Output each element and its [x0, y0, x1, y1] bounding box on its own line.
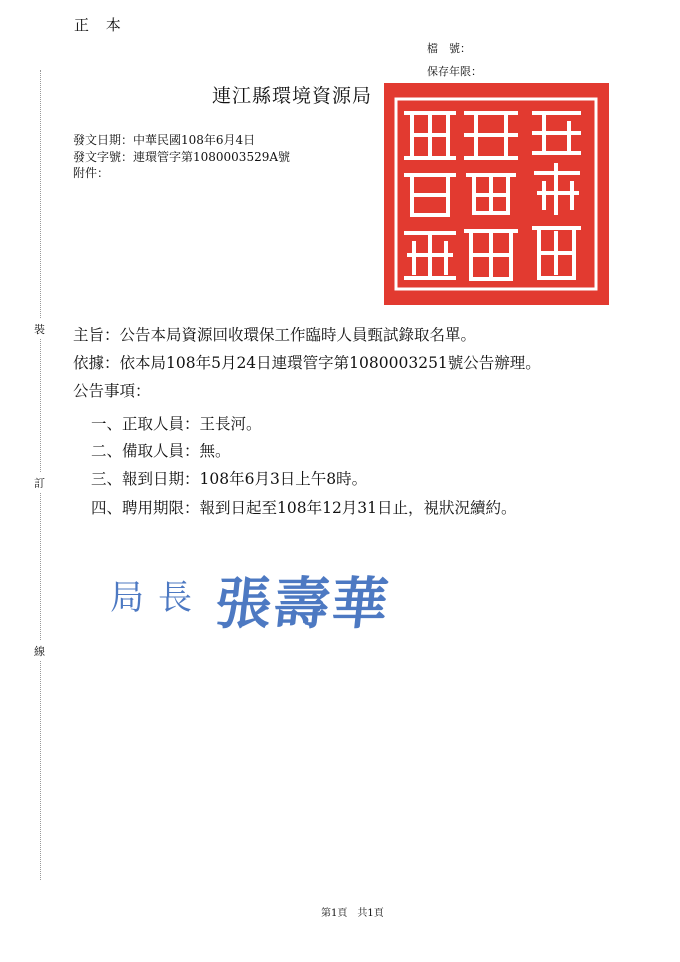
agency-name: 連江縣環境資源局 — [212, 85, 373, 107]
basis-line: 依據：依本局108年5月24日連環管字第1080003251號公告辦理。 — [73, 354, 541, 372]
official-seal — [384, 83, 609, 305]
file-number-label: 檔 號： — [427, 42, 471, 55]
issue-date: 發文日期：中華民國108年6月4日 — [73, 133, 256, 147]
announcement-item: 二、備取人員：無。 — [91, 442, 231, 460]
document-number: 發文字號：連環管字第1080003529A號 — [73, 150, 291, 164]
signature-title: 局長 — [110, 578, 206, 618]
seal-stamp-graphic — [384, 83, 609, 305]
binding-mark-3: 線 — [34, 641, 45, 661]
announcement-item: 一、正取人員：王長河。 — [91, 415, 262, 433]
subject-line: 主旨：公告本局資源回收環保工作臨時人員甄試錄取名單。 — [73, 326, 477, 344]
announcement-item: 四、聘用期限：報到日起至108年12月31日止，視狀況續約。 — [91, 499, 517, 517]
announcement-items-heading: 公告事項： — [73, 382, 151, 400]
page-number — [321, 904, 384, 919]
attachment-label: 附件： — [73, 166, 110, 180]
total-pages: 共1頁 — [357, 908, 384, 919]
retention-period-label: 保存年限： — [427, 65, 482, 78]
announcement-item: 三、報到日期：108年6月3日上午8時。 — [91, 470, 368, 488]
current-page: 第1頁 — [321, 908, 348, 919]
binding-mark-1: 裝 — [34, 319, 45, 339]
binding-mark-2: 訂 — [34, 473, 45, 493]
original-copy-label: 正 本 — [74, 16, 127, 34]
signature-name: 張壽華 — [212, 571, 394, 637]
